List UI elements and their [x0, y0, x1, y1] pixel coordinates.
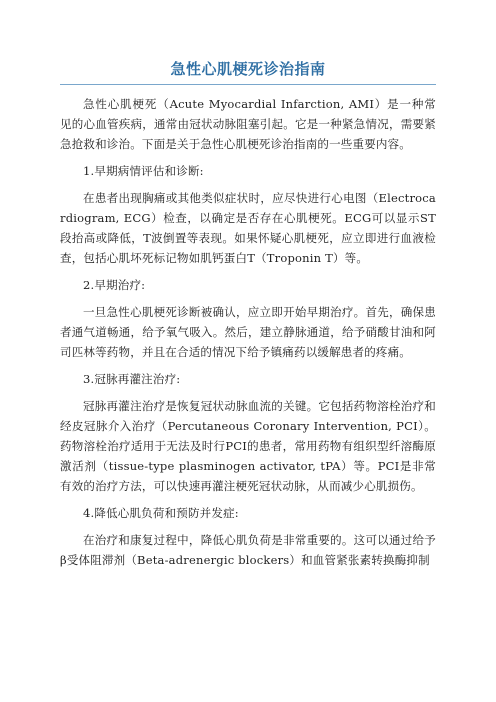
section-body-1: 在患者出现胸痛或其他类似症状时，应尽快进行心电图（Electrocardiogram, ECG）检查，以确定是否存在心肌梗死。ECG可以显示ST段抬高或降低，T波倒置等表现。如果怀疑心肌梗死，应立即进行血液检查，包括心肌坏死标记物如肌钙蛋白T（Troponin T）等。 — [60, 191, 436, 265]
section-body-2: 一旦急性心肌梗死诊断被确认，应立即开始早期治疗。首先，确保患者通气道畅通，给予氧气吸入。然后，建立静脉通道，给予硝酸甘油和阿司匹林等药物，并且在合适的情况下给予镇痛药以缓解患者的疼痛。 — [60, 305, 436, 359]
document-body — [60, 94, 436, 577]
section-heading-3: 3.冠脉再灌注治疗: — [83, 372, 181, 386]
document-title: 急性心肌梗死诊治指南 — [170, 60, 326, 78]
section-body-4: 在治疗和康复过程中，降低心肌负荷是非常重要的。这可以通过给予β受体阻滞剂（Beta-adrenergic blockers）和血管紧张素转换酶抑制 — [60, 533, 436, 567]
title-divider — [60, 84, 436, 85]
intro-paragraph: 急性心肌梗死（Acute Myocardial Infarction, AMI）是一种常见的心血管疾病，通常由冠状动脉阻塞引起。它是一种紧急情况，需要紧急抢救和诊治。下面是关于急性心肌梗死诊治指南的一些重要内容。 — [60, 97, 436, 151]
section-heading-2: 2.早期治疗: — [83, 278, 146, 292]
section-heading-4: 4.降低心肌负荷和预防并发症: — [83, 506, 239, 520]
section-heading-1: 1.早期病情评估和诊断: — [83, 164, 204, 178]
section-body-3: 冠脉再灌注治疗是恢复冠状动脉血流的关键。它包括药物溶栓治疗和经皮冠脉介入治疗（Percutaneous Coronary Intervention, PCI）。药物溶栓治疗适用于无法及时行PCI的患者，常用药物有组织型纤溶酶原激活剂（tissue-type plasminogen activator, tPA）等。PCI是非常有效的治疗方法，可以快速再灌注梗死冠状动脉，从而减少心肌损伤。 — [60, 399, 436, 493]
